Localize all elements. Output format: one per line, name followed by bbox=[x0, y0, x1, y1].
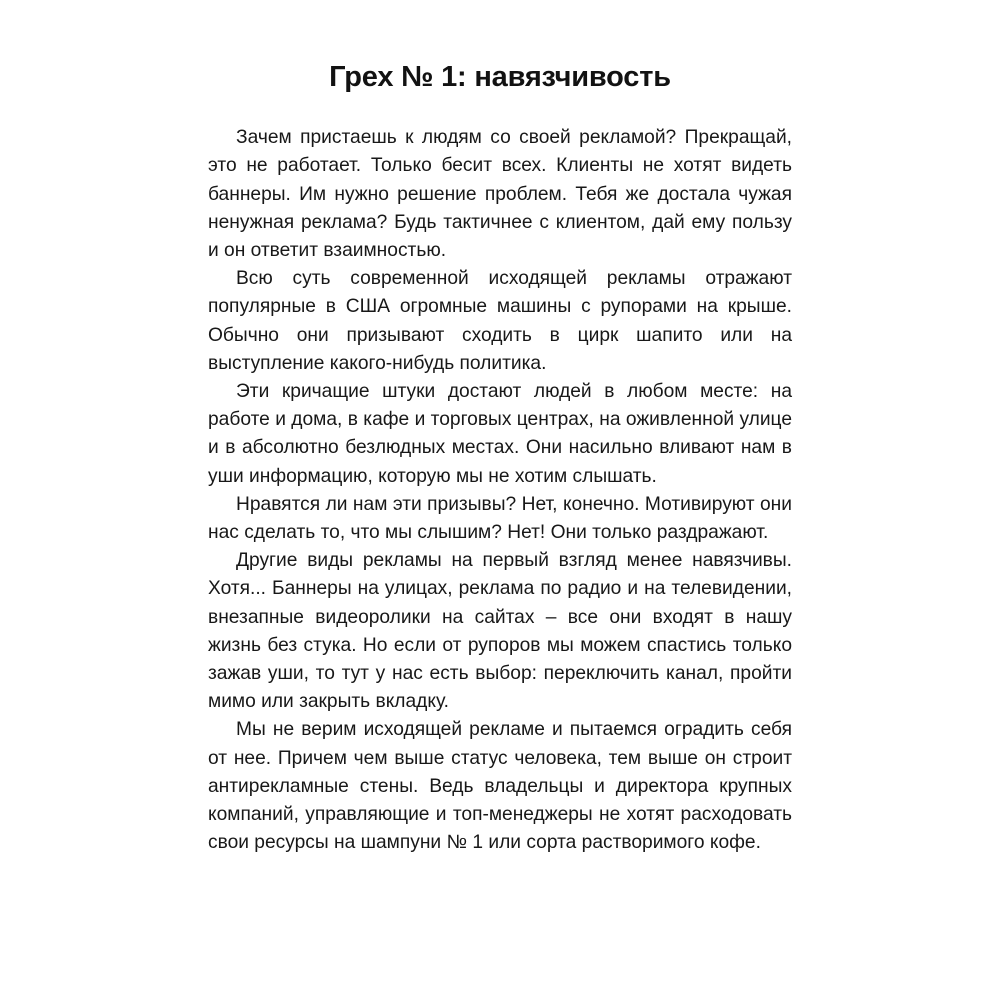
page-content bbox=[208, 60, 792, 858]
paragraph: Всю суть современной исходящей рекламы отражают популярные в США огромные машины с рупорами на крыше. Обычно они призывают сходить в цирк шапито или на выступление какого-нибудь политика. bbox=[208, 268, 792, 374]
body-text-block bbox=[208, 124, 792, 857]
page-title: Грех № 1: навязчивость bbox=[329, 61, 671, 93]
paragraph: Другие виды рекламы на первый взгляд менее навязчивы. Хотя... Баннеры на улицах, реклама по радио и на телевидении, внезапные видеоролики на сайтах – все они входят в нашу жизнь без стука. Но если от рупоров мы можем спастись только зажав уши, то тут у нас есть выбор: переключить канал, пройти мимо или закрыть вкладку. bbox=[208, 550, 792, 713]
paragraph: Эти кричащие штуки достают людей в любом месте: на работе и дома, в кафе и торговых центрах, на оживленной улице и в абсолютно безлюдных местах. Они насильно вливают нам в уши информацию, которую мы не хотим слышать. bbox=[208, 381, 792, 487]
paragraph: Зачем пристаешь к людям со своей рекламой? Прекращай, это не работает. Только бесит всех. Клиенты не хотят видеть баннеры. Им нужно решение проблем. Тебя же достала чужая ненужная реклама? Будь тактичнее с клиентом, дай ему пользу и он ответит взаимностью. bbox=[208, 127, 792, 262]
paragraph: Мы не верим исходящей рекламе и пытаемся оградить себя от нее. Причем чем выше статус человека, тем выше он строит антирекламные стены. Ведь владельцы и директора крупных компаний, управляющие и топ-менеджеры не хотят расходовать свои ресурсы на шампуни № 1 или сорта растворимого кофе. bbox=[208, 719, 792, 854]
paragraph: Нравятся ли нам эти призывы? Нет, конечно. Мотивируют они нас сделать то, что мы слышим? Нет! Они только раздражают. bbox=[208, 493, 792, 544]
